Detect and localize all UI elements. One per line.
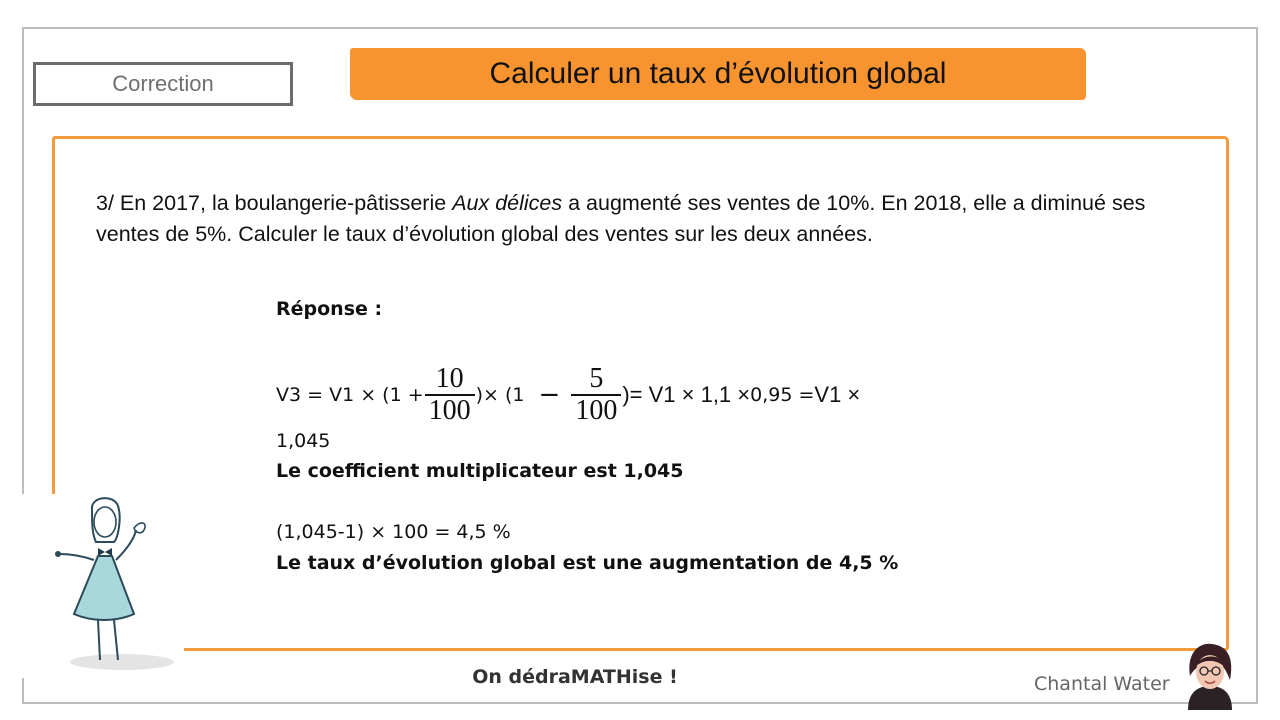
title-banner xyxy=(350,48,1086,100)
coefficient-statement: Le coefficient multiplicateur est 1,045 xyxy=(276,460,684,482)
formula-rhs-1: )= V1 × 1,1 × xyxy=(622,382,751,407)
formula-lhs: V3 = V1 × (1 + xyxy=(276,384,424,406)
correction-label xyxy=(33,62,293,106)
formula-line xyxy=(276,355,860,435)
formula-mid: )× (1 xyxy=(475,384,525,406)
question-text xyxy=(96,188,1176,250)
answer-heading: Réponse : xyxy=(276,298,383,320)
fraction-numerator: 10 xyxy=(435,363,464,394)
fraction-10-100 xyxy=(425,364,475,426)
author-avatar xyxy=(1178,640,1242,710)
conclusion-statement: Le taux d’évolution global est une augmentation de 4,5 % xyxy=(276,552,899,574)
fraction-denominator: 100 xyxy=(425,394,475,426)
question-intro: 3/ En 2017, la boulangerie-pâtisserie xyxy=(96,191,453,215)
teacher-illustration xyxy=(22,494,184,678)
question-rest: a augmenté ses ventes de 10%. En 2018, elle a diminué ses ventes de 5%. Calculer le taux d’évolution global des ventes sur les deux années. xyxy=(96,191,1146,246)
page-title: Calculer un taux d’évolution global xyxy=(489,57,947,90)
minus-sign: − xyxy=(538,380,561,410)
footer-slogan: On dédraMATHise ! xyxy=(472,666,678,688)
fraction-numerator: 5 xyxy=(589,363,604,394)
formula-continuation: 1,045 xyxy=(276,430,331,452)
shop-name: Aux délices xyxy=(452,191,563,215)
rate-calculation: (1,045-1) × 100 = 4,5 % xyxy=(276,521,511,543)
formula-rhs-3: V1 × xyxy=(814,382,861,407)
fraction-denominator: 100 xyxy=(571,394,621,426)
correction-label-text: Correction xyxy=(112,71,214,96)
formula-rhs-2: 0,95 = xyxy=(750,384,815,406)
author-name: Chantal Water xyxy=(1034,673,1170,695)
fraction-5-100 xyxy=(571,364,621,426)
